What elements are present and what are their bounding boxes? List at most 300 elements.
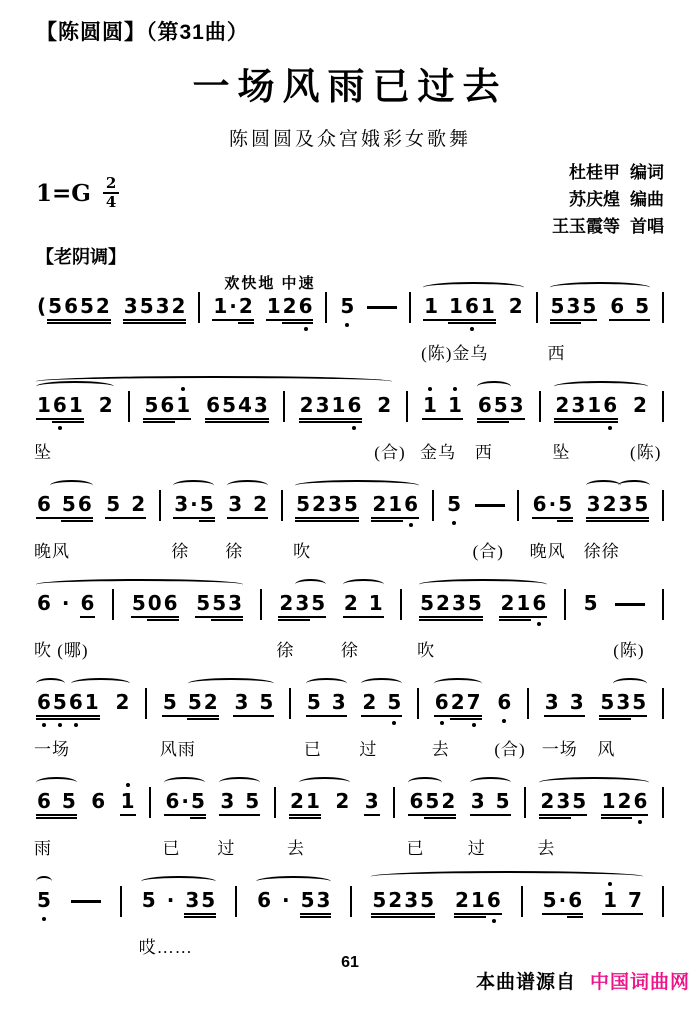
note-digit: 3 xyxy=(155,294,171,321)
credits xyxy=(552,159,664,241)
note-beam-group xyxy=(131,591,179,618)
note-digit: 5 xyxy=(557,492,573,519)
note-digit: 3 xyxy=(294,591,310,618)
lyric: 过 xyxy=(359,739,378,759)
beam-gap xyxy=(486,789,495,816)
note-digit: 2 xyxy=(440,789,456,816)
note-digit: 5 xyxy=(105,492,121,519)
note-group xyxy=(421,293,496,363)
note-beam-group xyxy=(266,294,314,321)
note-digit: 1 xyxy=(515,591,531,618)
note-group xyxy=(601,789,649,816)
credit-composer: 苏庆煌 编曲 xyxy=(569,190,664,210)
note-digit: 5 xyxy=(467,591,483,618)
slur xyxy=(256,876,331,887)
lyric: 坠 xyxy=(552,442,571,462)
note-beam-group xyxy=(632,393,648,418)
note-digit: 2 xyxy=(633,392,647,417)
note-digit: 5 xyxy=(424,789,440,816)
beam-gap xyxy=(359,591,368,618)
note-digit: 5 xyxy=(542,888,558,915)
slur xyxy=(295,579,326,590)
note-beam-group xyxy=(434,690,482,717)
note-digit: 6 xyxy=(609,294,625,321)
credit-lyricist: 杜桂甲 编词 xyxy=(569,163,664,182)
note-digit: 5 xyxy=(199,492,215,519)
note-digit: 5 xyxy=(306,690,322,717)
note-beam-group xyxy=(195,591,243,618)
page-number: 61 xyxy=(341,954,359,971)
note-digit: 5 xyxy=(419,591,435,618)
slur xyxy=(618,480,650,491)
note-digit: 6 xyxy=(77,492,93,519)
note-group xyxy=(613,591,645,660)
note-digit: 4 xyxy=(237,393,253,420)
note-group xyxy=(374,392,406,462)
measure-row xyxy=(34,590,664,660)
slur xyxy=(408,777,442,788)
song-subtitle: 陈圆圆及众宫娥彩女歌舞 xyxy=(228,129,471,150)
slur xyxy=(295,480,419,491)
slur xyxy=(371,871,643,882)
note-beam-group xyxy=(454,888,502,915)
lyric: 去 xyxy=(287,838,306,858)
barline xyxy=(406,391,408,422)
note-beam-group xyxy=(367,294,397,309)
note-beam-group xyxy=(123,294,187,321)
note-group xyxy=(105,492,146,519)
note-digit: 5 xyxy=(211,591,227,618)
note-digit: 2 xyxy=(361,690,377,717)
barline xyxy=(539,391,541,422)
note-group xyxy=(472,492,505,561)
note-digit: 1 xyxy=(305,789,321,816)
note-group xyxy=(339,294,355,319)
note-group xyxy=(34,689,100,759)
note-beam-group xyxy=(599,690,647,717)
beam-gap xyxy=(322,690,331,717)
note-digit: 2 xyxy=(387,888,403,915)
score-line xyxy=(36,376,664,475)
note-digit: 2 xyxy=(454,888,470,915)
slur xyxy=(470,777,511,788)
note-digit: 6 xyxy=(163,591,179,618)
lyric: 吹 (哪) xyxy=(34,640,89,660)
note-digit: 1 xyxy=(422,393,438,420)
barline xyxy=(662,886,664,917)
note-group xyxy=(417,590,483,660)
beam-gap xyxy=(249,690,258,717)
note-digit: 2 xyxy=(98,392,113,417)
half-note-dash xyxy=(71,900,101,903)
note-group xyxy=(446,492,462,517)
slur xyxy=(423,282,524,293)
note-group xyxy=(299,393,363,420)
barline xyxy=(159,490,161,521)
note-digit: 5 xyxy=(244,789,260,816)
note-group xyxy=(276,590,326,660)
note-group xyxy=(71,888,101,903)
lyric: 吹 xyxy=(417,640,436,660)
note-beam-group xyxy=(496,690,512,715)
beam-gap xyxy=(175,888,184,913)
barline xyxy=(149,787,151,818)
slur xyxy=(219,777,260,788)
note-digit: 1 xyxy=(447,393,463,420)
note-group xyxy=(542,888,583,915)
note-digit: 3 xyxy=(331,690,347,717)
slur xyxy=(36,678,65,689)
note-digit: 5 xyxy=(310,591,326,618)
note-beam-group xyxy=(376,393,392,418)
note-group xyxy=(508,294,524,319)
note-group xyxy=(630,392,662,462)
note-beam-group xyxy=(361,690,402,717)
slur xyxy=(361,678,402,689)
note-digit: 2 xyxy=(508,293,523,318)
note-digit: 6 xyxy=(434,690,450,717)
note-beam-group xyxy=(542,888,583,915)
slur xyxy=(141,876,216,887)
time-signature-denominator: 4 xyxy=(105,193,117,212)
note-digit: 3 xyxy=(451,591,467,618)
note-digit: 3 xyxy=(555,789,571,816)
note-group xyxy=(474,392,525,462)
lyric: 去 xyxy=(431,739,450,759)
note-group xyxy=(205,393,269,420)
lyric: (合) xyxy=(374,442,406,462)
note-digit: 6 xyxy=(532,492,548,519)
note-digit: 5 xyxy=(583,590,598,615)
beam-gap xyxy=(71,591,80,616)
note-digit: 6 xyxy=(164,789,180,816)
barline xyxy=(662,787,664,818)
score xyxy=(34,274,664,970)
barline xyxy=(527,688,529,719)
beam-gap xyxy=(157,888,166,913)
note-group xyxy=(36,294,111,321)
barline xyxy=(235,886,237,917)
note-digit: 5 xyxy=(631,690,647,717)
beam-gap xyxy=(291,888,300,913)
note-digit: · xyxy=(281,887,290,912)
time-signature-numerator: 2 xyxy=(103,175,119,194)
slur xyxy=(586,480,621,491)
note-digit: 1 xyxy=(175,393,191,420)
note-group xyxy=(195,591,243,618)
note-digit: 6 xyxy=(477,393,493,420)
lyric: 已 xyxy=(406,838,425,858)
note-digit: 6 xyxy=(567,888,583,915)
note-digit: 6 xyxy=(91,788,106,813)
note-beam-group xyxy=(539,789,587,816)
half-note-dash xyxy=(475,504,505,507)
note-digit: 1 xyxy=(423,294,439,321)
note-group xyxy=(340,590,384,660)
measure-row xyxy=(34,392,664,462)
note-group xyxy=(529,491,573,561)
beam-gap xyxy=(52,789,61,816)
note-digit: 5 xyxy=(581,294,597,321)
note-digit: 3 xyxy=(570,393,586,420)
lyric: 雨 xyxy=(34,838,52,858)
note-digit: 3 xyxy=(253,393,269,420)
note-digit: 6 xyxy=(159,393,175,420)
barline xyxy=(662,292,664,323)
note-digit: 2 xyxy=(311,492,327,519)
note-digit: 5 xyxy=(633,492,649,519)
note-digit: 5 xyxy=(495,789,511,816)
beam-gap xyxy=(178,690,187,717)
note-group xyxy=(171,491,214,561)
beam-gap xyxy=(438,393,447,420)
note-beam-group xyxy=(219,789,260,816)
note-digit: 2 xyxy=(335,788,350,813)
measure-row xyxy=(34,689,664,759)
note-digit: 5 xyxy=(343,492,359,519)
slur xyxy=(36,579,243,590)
barline xyxy=(128,391,130,422)
lyric: 已 xyxy=(162,838,181,858)
lyric: 吹 xyxy=(293,541,312,561)
note-beam-group xyxy=(141,888,216,915)
note-digit: 1 xyxy=(266,294,282,321)
lyric: 徐徐 xyxy=(583,541,620,561)
note-beam-group xyxy=(334,789,350,814)
note-group xyxy=(131,591,179,618)
note-digit: 2 xyxy=(450,690,466,717)
note-digit: 1 xyxy=(602,888,618,915)
note-group xyxy=(34,590,95,660)
note-digit: 5 xyxy=(141,887,156,912)
note-beam-group xyxy=(499,591,547,618)
note-digit: 3 xyxy=(315,393,331,420)
note-digit: 6 xyxy=(531,591,547,618)
beam-gap xyxy=(272,888,281,913)
meta-row xyxy=(36,159,664,241)
note-group xyxy=(162,788,205,858)
note-group xyxy=(552,392,618,462)
note-beam-group xyxy=(233,690,274,717)
slur xyxy=(164,777,205,788)
note-beam-group xyxy=(615,591,645,606)
lyric: 一场 xyxy=(541,739,578,759)
note-beam-group xyxy=(120,789,136,816)
note-beam-group xyxy=(343,591,384,618)
lyric: 徐 xyxy=(276,640,295,660)
note-digit: 3 xyxy=(569,690,585,717)
note-digit: 1 xyxy=(212,294,228,321)
mode-label: 【老阴调】 xyxy=(36,246,126,267)
note-digit: 6 xyxy=(486,888,502,915)
beam-gap xyxy=(439,294,448,321)
slur xyxy=(36,376,392,387)
lyric: (陈) xyxy=(613,640,645,660)
note-beam-group xyxy=(289,789,321,816)
source-site-link[interactable]: 中国词曲网 xyxy=(589,972,690,993)
note-digit: 5 xyxy=(340,293,355,318)
note-digit: 3 xyxy=(184,888,200,915)
note-digit: 5 xyxy=(599,690,615,717)
lyric: 徐 xyxy=(171,541,190,561)
source-note xyxy=(476,967,690,994)
note-digit: 2 xyxy=(203,690,219,717)
lyric: 坠 xyxy=(34,442,52,462)
lyric: 过 xyxy=(467,838,486,858)
song-title: 一场风雨已过去 xyxy=(192,66,508,107)
lyric: 哎…… xyxy=(138,937,193,957)
slur xyxy=(477,381,511,392)
note-group xyxy=(602,888,643,915)
note-group xyxy=(98,393,114,418)
note-digit: 1 xyxy=(448,294,464,321)
note-beam-group xyxy=(71,888,101,903)
note-digit: 5 xyxy=(143,393,159,420)
slur xyxy=(173,480,214,491)
note-beam-group xyxy=(544,690,585,717)
note-beam-group xyxy=(36,690,100,717)
note-digit: 5 xyxy=(131,591,147,618)
note-group xyxy=(541,689,585,759)
beam-gap xyxy=(235,789,244,816)
note-digit: 2 xyxy=(343,591,359,618)
measure-row xyxy=(36,887,664,957)
note-beam-group xyxy=(105,492,146,519)
note-digit: 6 xyxy=(52,393,68,420)
note-digit: 3 xyxy=(364,789,380,816)
note-beam-group xyxy=(36,294,111,321)
note-group xyxy=(34,392,84,462)
note-digit: 2 xyxy=(499,591,515,618)
note-group xyxy=(371,492,419,519)
note-digit: 3 xyxy=(327,492,343,519)
note-digit: 5 xyxy=(221,393,237,420)
score-line xyxy=(36,475,664,574)
half-note-dash xyxy=(367,306,397,309)
note-group xyxy=(454,888,502,915)
note-digit: 1 xyxy=(387,492,403,519)
note-group xyxy=(537,788,587,858)
note-beam-group xyxy=(212,294,253,321)
note-digit: 5 xyxy=(386,690,402,717)
note-group xyxy=(114,690,130,715)
note-beam-group xyxy=(508,294,524,319)
note-digit: 3 xyxy=(233,690,249,717)
slur xyxy=(36,777,77,788)
note-group xyxy=(143,393,191,420)
note-group xyxy=(367,294,397,309)
barline xyxy=(662,688,664,719)
barline xyxy=(521,886,523,917)
half-note-dash xyxy=(615,603,645,606)
note-digit: 2 xyxy=(371,492,387,519)
note-beam-group xyxy=(477,393,525,420)
note-digit: 3 xyxy=(544,690,560,717)
slur xyxy=(306,678,347,689)
note-group xyxy=(371,888,435,915)
note-beam-group xyxy=(227,492,268,519)
note-digit: 3 xyxy=(615,690,631,717)
measure-row xyxy=(34,491,664,561)
barline xyxy=(283,391,285,422)
barline xyxy=(432,490,434,521)
note-digit: 6 xyxy=(602,393,618,420)
note-beam-group xyxy=(583,591,599,616)
note-digit: · xyxy=(558,888,568,915)
note-digit: 3 xyxy=(565,294,581,321)
lyric: 徐 xyxy=(225,541,244,561)
note-digit: 3 xyxy=(123,294,139,321)
barline xyxy=(400,589,402,620)
note-digit: 3 xyxy=(617,492,633,519)
slur xyxy=(550,282,650,293)
note-digit: 3 xyxy=(219,789,235,816)
note-digit: 6 xyxy=(36,690,52,717)
note-digit: 1 xyxy=(586,393,602,420)
note-beam-group xyxy=(609,294,650,321)
note-beam-group xyxy=(36,789,77,816)
note-digit: 6 xyxy=(257,887,271,912)
source-prefix: 本曲谱源自 xyxy=(475,972,576,993)
note-beam-group xyxy=(36,492,93,519)
note-digit: · xyxy=(166,887,175,912)
note-digit: · xyxy=(180,789,190,816)
barline xyxy=(112,589,114,620)
note-beam-group xyxy=(299,393,363,420)
note-beam-group xyxy=(371,888,435,915)
beam-gap xyxy=(243,492,252,519)
note-beam-group xyxy=(423,294,496,321)
note-group xyxy=(467,788,511,858)
note-digit: 5 xyxy=(190,789,206,816)
lyric: 西 xyxy=(547,343,566,363)
note-digit: 5 xyxy=(447,491,462,516)
note-digit: 2 xyxy=(278,591,294,618)
note-group xyxy=(34,491,93,561)
beam-gap xyxy=(52,591,61,616)
note-digit: 5 xyxy=(139,294,155,321)
note-beam-group xyxy=(554,393,618,420)
note-digit: · xyxy=(548,492,558,519)
note-digit: 6 xyxy=(464,294,480,321)
note-beam-group xyxy=(339,294,355,319)
note-digit: 5 xyxy=(550,294,566,321)
slur xyxy=(299,777,350,788)
barline xyxy=(350,886,352,917)
lyric: 晚风 xyxy=(529,541,566,561)
note-digit: 5 xyxy=(187,690,203,717)
note-digit: 5 xyxy=(195,591,211,618)
note-beam-group xyxy=(173,492,214,519)
beam-gap xyxy=(560,690,569,717)
note-group xyxy=(359,689,402,759)
barline xyxy=(662,589,664,620)
lyric: 风雨 xyxy=(159,739,196,759)
note-beam-group xyxy=(98,393,114,418)
note-digit: 2 xyxy=(171,294,187,321)
note-beam-group xyxy=(295,492,359,519)
note-beam-group xyxy=(36,393,84,420)
note-group xyxy=(583,591,599,616)
note-digit: 5 xyxy=(634,294,650,321)
lyric: 已 xyxy=(303,739,322,759)
measure-row xyxy=(36,293,664,363)
note-group xyxy=(597,689,647,759)
score-line xyxy=(36,274,664,376)
note-group xyxy=(547,293,598,363)
lyric: (合) xyxy=(494,739,526,759)
note-digit: 3 xyxy=(173,492,189,519)
